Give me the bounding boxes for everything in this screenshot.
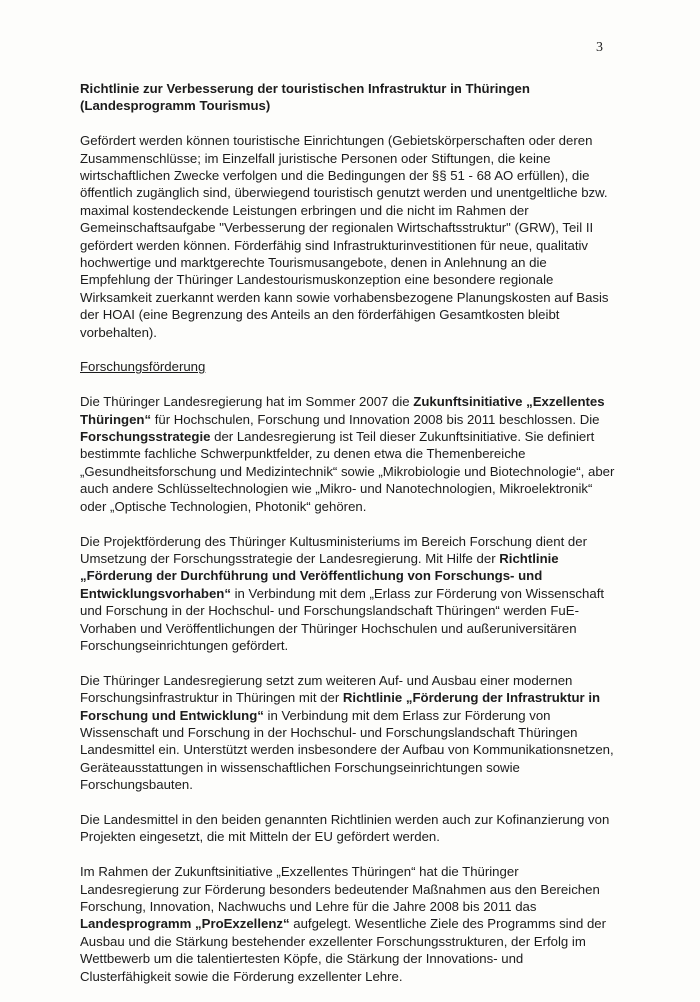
text-run: in Verbindung mit dem Erlass zur Förderung von Wissenschaft und Forschung in der Hochschul- und Forschungslandschaft Thüringen Landesmittel ein. Unterstützt werden insbesondere der Aufbau von Kommunikationsnetzen, Geräteausstattungen in wissenschaftlichen Forschungseinrichtungen sowie Forschungsbauten. (80, 707, 614, 793)
text-run: Im Rahmen der Zukunftsinitiative „Exzellentes Thüringen“ hat die Thüringer Landesregierung zur Förderung besonders bedeutender Maßnahmen aus den Bereichen Forschung, Innovation, Nachwuchs und Lehre für die Jahre 2008 bis 2011 das (80, 864, 600, 914)
bold-landesprogramm: Landesprogramm „ProExzellenz“ (80, 916, 290, 932)
section-heading-forschungsfoerderung: Forschungsförderung (80, 359, 206, 375)
text-run: Die Projektförderung des Thüringer Kultusministeriums im Bereich Forschung dient der Umsetzung der Forschungsstrategie der Landesregierung. Mit Hilfe der (80, 533, 587, 566)
page-number: 3 (596, 40, 603, 55)
text-run: für Hochschulen, Forschung und Innovation 2008 bis 2011 beschlossen. Die (151, 411, 600, 427)
bold-richtlinie-fue: Richtlinie „Förderung der Durchführung und Veröffentlichung von Forschungs- und Entwicklungsvorhaben“ (80, 550, 559, 601)
text-run: Die Thüringer Landesregierung hat im Sommer 2007 die (80, 394, 414, 410)
text-run: aufgelegt. Wesentliche Ziele des Programms sind der Ausbau und die Stärkung bestehender exzellenter Forschungsstrukturen, der Erfolg im Wettbewerb um die talentiertesten Köpfe, die Stärkung der Innovations- und Clusterfähigkeit sowie die Förderung exzellenter Lehre. (80, 916, 607, 984)
paragraph-proexzellenz (80, 863, 615, 985)
paragraph-infrastruktur (80, 672, 615, 794)
text-run: der Landesregierung ist Teil dieser Zukunftsinitiative. Sie definiert bestimmte fachliche Schwerpunktfelder, zu denen etwa die Themenbereiche „Gesundheitsforschung und Medizintechnik“ sowie „Mikrobiologie und Biotechnologie“, aber auch andere Schlüsseltechnologien wie „Mikro- und Nanotechnologien, Mikroelektronik“ oder „Optische Technologien, Photonik“ gehören. (80, 429, 615, 514)
text-run: in Verbindung mit dem „Erlass zur Förderung von Wissenschaft und Forschung in der Hochschul- und Forschungslandschaft Thüringen“ werden FuE-Vorhaben und Veröffentlichungen der Thüringer Hochschulen und außeruniversitären Forschungseinrichtungen gefördert. (80, 585, 605, 653)
tourism-paragraph: Gefördert werden können touristische Einrichtungen (Gebietskörperschaften oder deren Zusammenschlüsse; im Einzelfall juristische Personen oder Stiftungen, die keine wirtschaftlichen Zwecke verfolgen und die Bedingungen der §§ 51 - 68 AO erfüllen), die öffentlich zugänglich sind, überwiegend touristisch genutzt werden und unentgeltliche bzw. maximal kostendeckende Leistungen erbringen und die nicht im Rahmen der Gemeinschaftsaufgabe "Verbesserung der regionalen Wirtschaftsstruktur" (GRW), Teil II gefördert werden können. Förderfähig sind Infrastrukturinvestitionen für neue, qualitativ hochwertige und marktgerechte Tourismusangebote, denen in Anlehnung an die Empfehlung der Thüringer Landestourismuskonzeption eine besondere regionale Wirksamkeit zuerkannt werden kann sowie vorhabensbezogene Planungskosten auf Basis der HOAI (eine Begrenzung des Anteils an den förderfähigen Gesamtkosten bleibt vorbehalten). (80, 133, 609, 340)
text-run: Die Thüringer Landesregierung setzt zum weiteren Auf- und Ausbau einer modernen Forschungsinfrastruktur in Thüringen mit der (80, 672, 573, 706)
bold-forschungsstrategie: Forschungsstrategie (80, 429, 211, 445)
document-body (80, 80, 615, 1002)
paragraph-zukunftsinitiative (80, 393, 615, 515)
paragraph-projektfoerderung (80, 533, 615, 655)
document-title: Richtlinie zur Verbesserung der touristischen Infrastruktur in Thüringen (Landesprogramm Tourismus) (80, 81, 530, 114)
bold-richtlinie-infrastruktur: Richtlinie „Förderung der Infrastruktur in Forschung und Entwicklung“ (80, 690, 601, 723)
paragraph-kofinanzierung: Die Landesmittel in den beiden genannten Richtlinien werden auch zur Kofinanzierung von Projekten eingesetzt, die mit Mitteln der EU gefördert werden. (80, 811, 610, 845)
bold-zukunftsinitiative: Zukunftsinitiative „Exzellentes Thüringen“ (80, 394, 605, 427)
